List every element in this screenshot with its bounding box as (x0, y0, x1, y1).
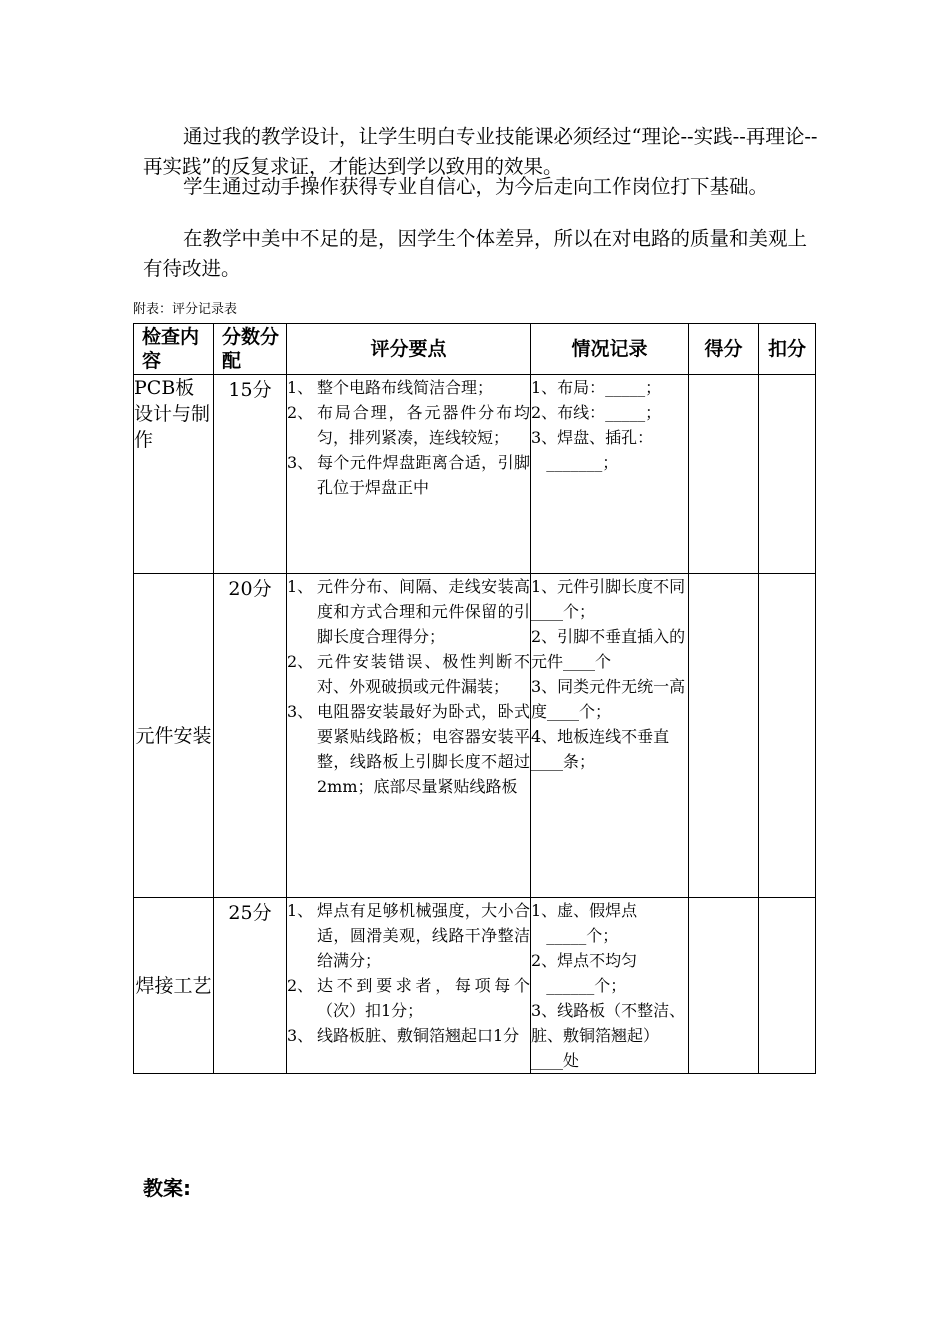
key-point-number: 2、 (287, 976, 314, 995)
row-records (531, 375, 689, 574)
record-line: 2、布线：_____； (531, 403, 662, 422)
record-line: _____个； (531, 926, 619, 945)
record-line: 3、同类元件无统一高度____个； (531, 677, 686, 721)
key-point-text: 布局合理，各元器件分布均匀，排列紧凑，连线较短； (317, 403, 530, 447)
key-point-text: 每个元件焊盘距离合适，引脚孔位于焊盘正中 (317, 453, 530, 497)
row-points: 15分 (214, 375, 287, 574)
key-point-text: 电阻器安装最好为卧式，卧式要紧贴线路板；电容器安装平整，线路板上引脚长度不超过2mm；底部尽量紧贴线路板 (317, 702, 530, 796)
record-line: _______； (531, 453, 619, 472)
key-point-text: 元件分布、间隔、走线安装高度和方式合理和元件保留的引脚长度合理得分； (317, 577, 530, 646)
record-line: 2、引脚不垂直插入的元件____个 (531, 627, 686, 671)
key-point-item (287, 699, 530, 799)
record-line: 3、线路板（不整洁、脏、敷铜箔翘起）____处 (531, 1001, 686, 1070)
table-row (134, 898, 816, 1074)
row-points: 20分 (214, 574, 287, 898)
row-category: 元件安装 (134, 574, 214, 898)
table-caption: 附表：评分记录表 (133, 302, 238, 317)
key-point-item (287, 400, 530, 450)
deduction-cell[interactable] (759, 375, 816, 574)
header-key-points: 评分要点 (287, 324, 531, 375)
header-score: 得分 (689, 324, 759, 375)
paragraph-2: 学生通过动手操作获得专业自信心，为今后走向工作岗位打下基础。 (183, 175, 769, 198)
table-row (134, 574, 816, 898)
record-line: 3、焊盘、插孔： (531, 428, 654, 447)
key-point-number: 1、 (287, 901, 314, 920)
row-key-points (287, 898, 531, 1074)
key-point-item (287, 973, 530, 1023)
paragraph-3: 在教学中美中不足的是，因学生个体差异，所以在对电路的质量和美观上有待改进。 (143, 227, 808, 280)
row-key-points (287, 574, 531, 898)
key-point-text: 元件安装错误、极性判断不对、外观破损或元件漏装； (317, 652, 530, 696)
header-category: 检查内容 (134, 324, 214, 375)
lesson-plan-heading: 教案: (143, 1176, 191, 1200)
key-point-number: 2、 (287, 652, 314, 671)
key-point-item (287, 1023, 530, 1048)
key-point-item (287, 574, 530, 649)
key-point-text: 整个电路布线简洁合理； (317, 378, 494, 397)
record-line: 1、元件引脚长度不同____个； (531, 577, 686, 621)
key-point-number: 1、 (287, 378, 314, 397)
row-records (531, 898, 689, 1074)
key-point-number: 3、 (287, 702, 314, 721)
row-category: PCB板设计与制作 (134, 375, 214, 574)
key-point-number: 1、 (287, 577, 314, 596)
row-category: 焊接工艺 (134, 898, 214, 1074)
key-point-text: 焊点有足够机械强度，大小合适，圆滑美观，线路干净整洁给满分； (317, 901, 530, 970)
key-point-text: 线路板脏、敷铜箔翘起口1分 (317, 1026, 520, 1045)
key-point-item (287, 450, 530, 500)
key-point-number: 2、 (287, 403, 314, 422)
record-line: ______个； (531, 976, 627, 995)
table-header-row (134, 324, 816, 375)
deduction-cell[interactable] (759, 574, 816, 898)
paragraph-1: 通过我的教学设计，让学生明白专业技能课必须经过“理论--实践--再理论--再实践”的反复求证，才能达到学以致用的效果。 (143, 125, 818, 178)
score-cell[interactable] (689, 898, 759, 1074)
record-line: 4、地板连线不垂直____条； (531, 727, 670, 771)
key-point-text: 达不到要求者，每项每个（次）扣1分； (317, 976, 530, 1020)
table-row (134, 375, 816, 574)
scoring-table (133, 323, 816, 1074)
row-key-points (287, 375, 531, 574)
score-cell[interactable] (689, 574, 759, 898)
header-records: 情况记录 (531, 324, 689, 375)
record-line: 2、焊点不均匀 (531, 951, 638, 970)
header-deduction: 扣分 (759, 324, 816, 375)
record-line: 1、虚、假焊点 (531, 901, 638, 920)
score-cell[interactable] (689, 375, 759, 574)
key-point-item (287, 375, 530, 400)
key-point-item (287, 898, 530, 973)
key-point-number: 3、 (287, 453, 314, 472)
key-point-number: 3、 (287, 1026, 314, 1045)
header-points: 分数分配 (214, 324, 287, 375)
row-points: 25分 (214, 898, 287, 1074)
deduction-cell[interactable] (759, 898, 816, 1074)
key-point-item (287, 649, 530, 699)
row-records (531, 574, 689, 898)
record-line: 1、布局：_____； (531, 378, 662, 397)
